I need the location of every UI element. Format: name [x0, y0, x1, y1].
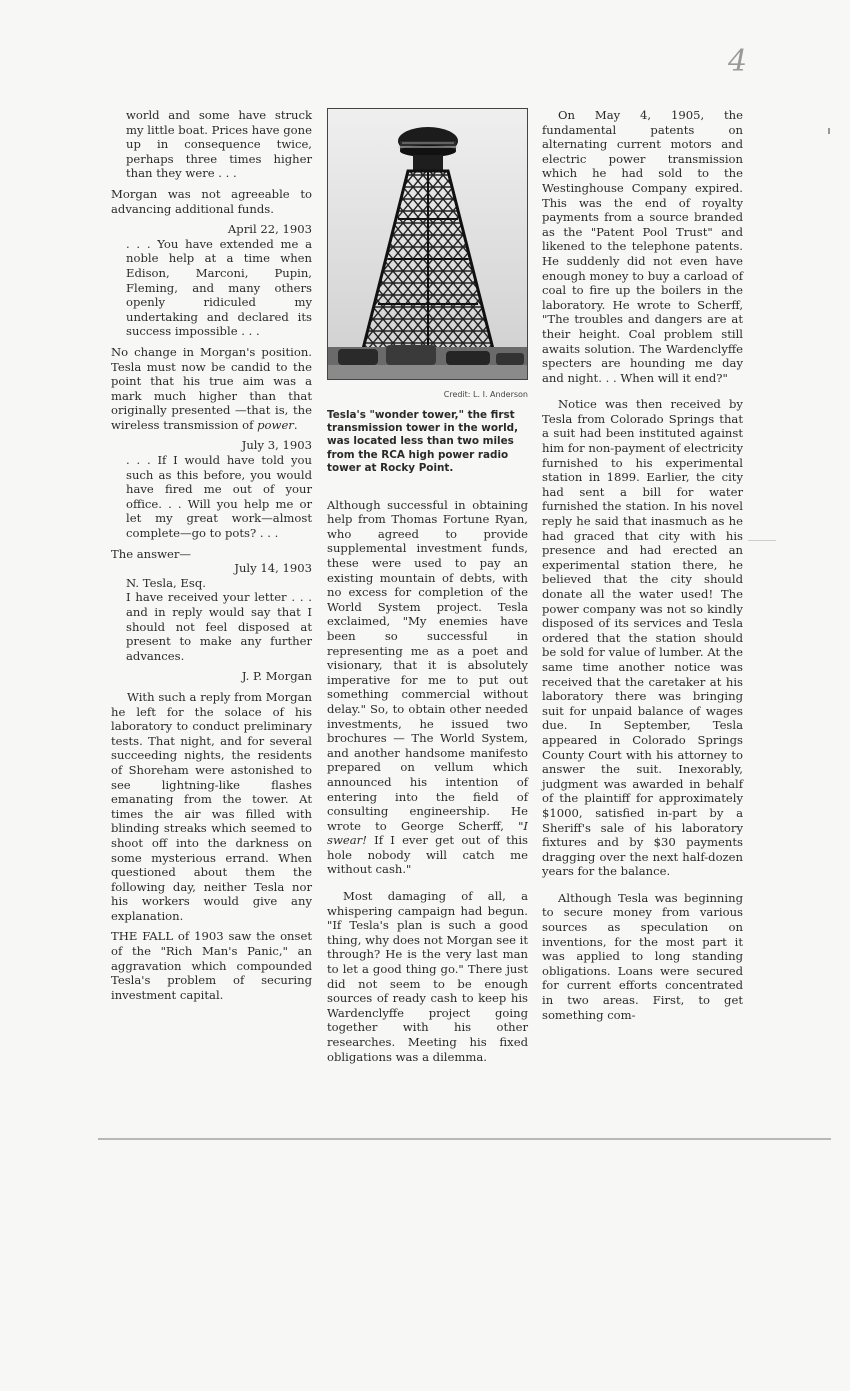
paragraph: Morgan was not agreeable to advancing additional funds. [111, 186, 312, 216]
letter-date: July 3, 1903 [241, 438, 312, 453]
paragraph-text: Although successful in obtaining help from Thomas Fortune Ryan, who agreed to provide supplemental investment funds, these were used to pay an existing mountain of debts, with no excess for completion of the World System project. Tesla exclaimed, "My enemies have been so successful in representing me as a poet and visionary, that it is absolutely imperative for me to put out something commercial without delay." So, to obtain other needed investments, he issued two brochures — The World System, and another handsome manifesto prepared on vellum which announced his intention of entering into the field of consulting engineership. He wrote to George Scherff, " [327, 497, 528, 833]
signature: J. P. Morgan [241, 669, 312, 684]
quote-text: . . . If I would have told you such as this before, you would have fired me out of your office. . . Will you help me or let my great work—almost complete—go to pots? . . . [126, 453, 312, 541]
page-number: 4 [728, 44, 748, 79]
paragraph: Although Tesla was beginning to secure money from various sources as speculation on inventions, for the most part it was applied to long standing obligations. Loans were secured for current efforts concentrated in two areas. First, to get something com- [542, 890, 743, 1022]
paragraph-text: . [293, 417, 298, 432]
emphasis-text: power [257, 417, 294, 432]
paragraph-text: No change in Morgan's position. Tesla must now be candid to the point that his true aim was a mark much higher than that originally presented —that is, the wireless transmission of [111, 344, 312, 432]
letter-date: July 14, 1903 [234, 561, 312, 576]
wardenclyffe-tower-image [328, 109, 527, 379]
tower-photo [327, 108, 528, 380]
paragraph-text: If I ever get out of this hole nobody will catch me without cash." [327, 833, 528, 877]
middle-column [327, 108, 528, 1070]
letter-date: April 22, 1903 [227, 222, 312, 237]
left-column [111, 108, 312, 1008]
quote-text: world and some have struck my little boat. Prices have gone up in consequence twice, perhaps three times higher than they were . . . [126, 108, 312, 181]
paragraph: Most damaging of all, a whispering campaign had begun. "If Tesla's plan is such a good thing, why does not Morgan see it through? He is the very last man to let a good thing go." There just did not seem to be enough sources of ready cash to keep his Wardenclyffe project going together with his other researches. Meeting his fixed obligations was a dilemma. [327, 889, 529, 1064]
edge-mark [828, 128, 830, 134]
paragraph: Notice was then received by Tesla from Colorado Springs that a suit had been instituted against him for non-payment of electricity furnished to his experimental station in 1899. Earlier, the city had sent a bill for water furnished the station. In his novel reply he said that inasmuch as he had graced that city with his presence and had erected an experimental station there, he believed that the city should donate all the water used! The power company was not so kindly disposed of its services and Tesla ordered that the station should be sold for value of lumber. At the same time another notice was received that the caretaker at his laboratory there was bringing suit for unpaid balance of wages due. In September, Tesla appeared in Colorado Springs County Court with his attorney to answer the suit. Inexorably, judgment was awarded in behalf of the plaintiff for approximately $1000, satisfied in-part by a Sheriff's sale of his laboratory fixtures and by $30 payments dragging over the next half-dozen years for the balance. [542, 397, 743, 879]
paragraph: With such a reply from Morgan he left for the solace of his laboratory to conduct preliminary tests. That night, and for several succeeding nights, the residents of Shoreham were astonished to see lightning-like flashes emanating from the tower. At times the air was filled with blinding streaks which seemed to shoot off into the darkness on some mysterious errand. When questioned about them the following day, neither Tesla nor his workers would give any explanation. [111, 689, 312, 923]
paragraph [111, 345, 312, 433]
answer-label: The answer— [111, 546, 191, 561]
photo-credit: Credit: L. I. Anderson [443, 390, 528, 399]
quote-text: . . . You have extended me a noble help at a time when Edison, Marconi, Pupin, Fleming, and many others openly ridiculed my undertaking and declared its success impossible . . . [126, 236, 312, 339]
page-divider [98, 1138, 831, 1140]
edge-mark [748, 540, 776, 541]
photo-caption: Tesla's "wonder tower," the first transmission tower in the world, was located less than two miles from the RCA high power radio tower at Rocky Point. [327, 408, 519, 475]
right-column [542, 108, 743, 1028]
paragraph: On May 4, 1905, the fundamental patents on alternating current motors and electric power transmission which he had sold to the Westinghouse Company expired. This was the end of royalty payments from a source branded as the "Patent Pool Trust" and likened to the telephone patents. He suddenly did not even have enough money to buy a carload of coal to fire up the boilers in the laboratory. He wrote to Scherff, "The troubles and dangers are at their height. Coal problem still awaits solution. The Wardenclyffe specters are hounding me day and night. . . When will it end?" [542, 108, 743, 385]
emphasis-text: I swear! [327, 818, 528, 848]
salutation: N. Tesla, Esq. [126, 575, 206, 590]
quote-text: I have received your letter . . . and in reply would say that I should not feel disposed at present to make any further advances. [126, 590, 312, 663]
paragraph: THE FALL of 1903 saw the onset of the "Rich Man's Panic," an aggravation which compounded Tesla's problem of securing investment capital. [111, 929, 312, 1002]
paragraph [327, 498, 528, 877]
